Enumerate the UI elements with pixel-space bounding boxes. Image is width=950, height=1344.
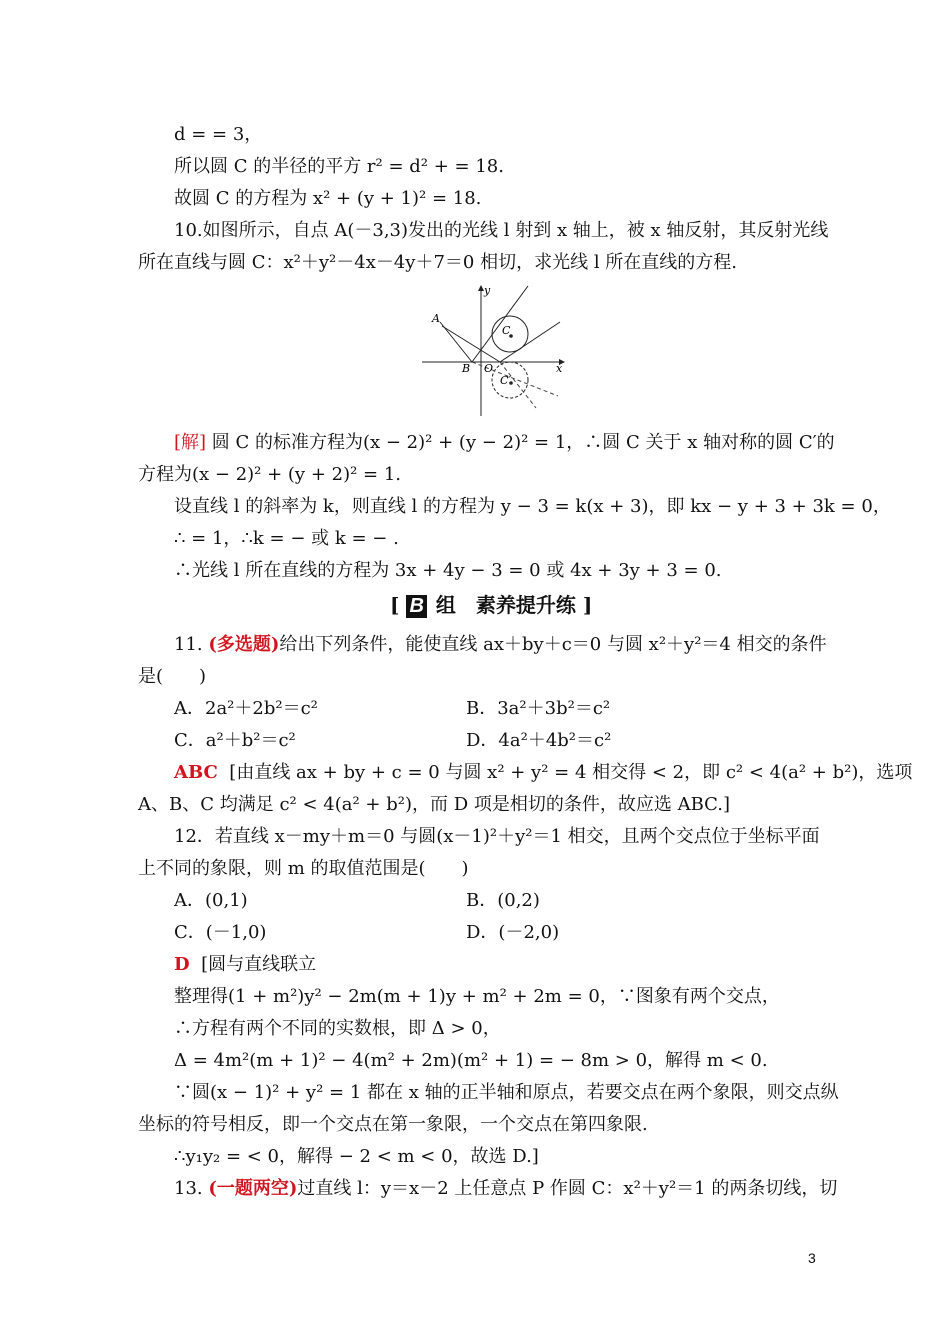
option-b: B．3a²＋3b²＝c²: [466, 698, 611, 719]
text-line: ∴y₁y₂ = < 0，解得 − 2 < m < 0，故选 D.]: [174, 1146, 539, 1167]
label-y: y: [484, 284, 491, 297]
text-line: 坐标的符号相反，即一个交点在第一象限，一个交点在第四象限.: [138, 1114, 648, 1135]
text-line: 设直线 l 的斜率为 k，则直线 l 的方程为 y − 3 = k(x + 3)，即 kx − y + 3 + 3k = 0，: [174, 496, 891, 517]
option-d: D．4a²＋4b²＝c²: [466, 730, 612, 751]
q-type: (多选题): [208, 634, 280, 655]
text-line: A、B、C 均满足 c² < 4(a² + b²)，而 D 项是相切的条件，故应选 ABC.]: [138, 794, 731, 815]
text-line: ∴方程有两个不同的实数根，即 Δ > 0，: [174, 1018, 501, 1039]
text-line: 所以圆 C 的半径的平方 r² = d² + = 18.: [174, 156, 504, 177]
section-title: 组 素养提升练: [435, 593, 576, 617]
section-header: [390, 589, 592, 618]
label-x: x: [556, 362, 563, 375]
text-line: Δ = 4m²(m + 1)² − 4(m² + 2m)(m² + 1) = − 8m > 0，解得 m < 0.: [174, 1050, 768, 1071]
text-line: 整理得(1 + m²)y² − 2m(m + 1)y + m² + 2m = 0，∵图象有两个交点，: [174, 986, 780, 1007]
page-number: 3: [808, 1250, 816, 1266]
text-line: [圆与直线联立: [201, 954, 317, 975]
option-a: A．(0,1): [174, 890, 248, 911]
label-c: C: [502, 324, 511, 337]
text-line: ∴光线 l 所在直线的方程为 3x + 4y − 3 = 0 或 4x + 3y + 3 = 0.: [174, 560, 722, 581]
option-a: A．2a²＋2b²＝c²: [174, 698, 318, 719]
q-text: 给出下列条件，能使直线 ax＋by＋c＝0 与圆 x²＋y²＝4 相交的条件: [279, 634, 827, 655]
group-b-badge: B: [406, 595, 426, 618]
q-number: 13.: [174, 1178, 209, 1199]
label-a: A: [432, 312, 440, 325]
answer-12: [174, 952, 854, 978]
label-c-prime: C′: [500, 374, 511, 387]
option-d: D．(－2,0): [466, 922, 560, 943]
ray-2: [442, 326, 500, 362]
solution-10-line1: [174, 430, 854, 456]
text-line: ∴ = 1，∴k = − 或 k = − .: [174, 528, 399, 549]
option-b: B．(0,2): [466, 890, 540, 911]
text-line: d = = 3，: [174, 124, 263, 145]
bracket-open: [: [390, 593, 400, 617]
answer-label: D: [174, 954, 190, 975]
question-11: [174, 632, 854, 658]
reflection-figure: [418, 282, 568, 418]
question-13: [174, 1176, 854, 1202]
q-type: (一题两空): [208, 1178, 298, 1199]
text-line: 故圆 C 的方程为 x² + (y + 1)² = 18.: [174, 188, 482, 209]
question-12: 12．若直线 x－my＋m＝0 与圆(x－1)²＋y²＝1 相交，且两个交点位于坐标平面: [174, 826, 820, 847]
bracket-close: ]: [582, 593, 593, 617]
text-line: 所在直线与圆 C：x²＋y²－4x－4y＋7＝0 相切，求光线 l 所在直线的方程.: [138, 252, 738, 273]
solution-tag: [解]: [174, 432, 207, 453]
text-line: 方程为(x − 2)² + (y + 2)² = 1.: [138, 464, 402, 485]
text-line: 圆 C 的标准方程为(x − 2)² + (y − 2)² = 1，∴圆 C 关于 x 轴对称的圆 C′的: [206, 432, 835, 453]
answer-label: ABC: [174, 762, 218, 783]
text-line: 上不同的象限，则 m 的取值范围是( ): [138, 858, 469, 879]
q-number: 11.: [174, 634, 209, 655]
text-line: ∵圆(x − 1)² + y² = 1 都在 x 轴的正半轴和原点，若要交点在两个象限，则交点纵: [174, 1082, 839, 1103]
q-text: 过直线 l：y＝x－2 上任意点 P 作圆 C：x²＋y²＝1 的两条切线，切: [297, 1178, 838, 1199]
option-c: C．a²＋b²＝c²: [174, 730, 296, 751]
answer-11: [174, 760, 913, 786]
option-c: C．(－1,0): [174, 922, 267, 943]
label-o: O: [484, 362, 494, 375]
text-line: 是( ): [138, 666, 207, 687]
label-b: B: [462, 362, 471, 375]
reflect-1: [472, 286, 528, 362]
question-10: 10.如图所示，自点 A(－3,3)发出的光线 l 射到 x 轴上，被 x 轴反射，其反射光线: [174, 220, 829, 241]
text-line: [由直线 ax + by + c = 0 与圆 x² + y² = 4 相交得 < 2，即 c² < 4(a² + b²)，选项: [229, 762, 913, 783]
